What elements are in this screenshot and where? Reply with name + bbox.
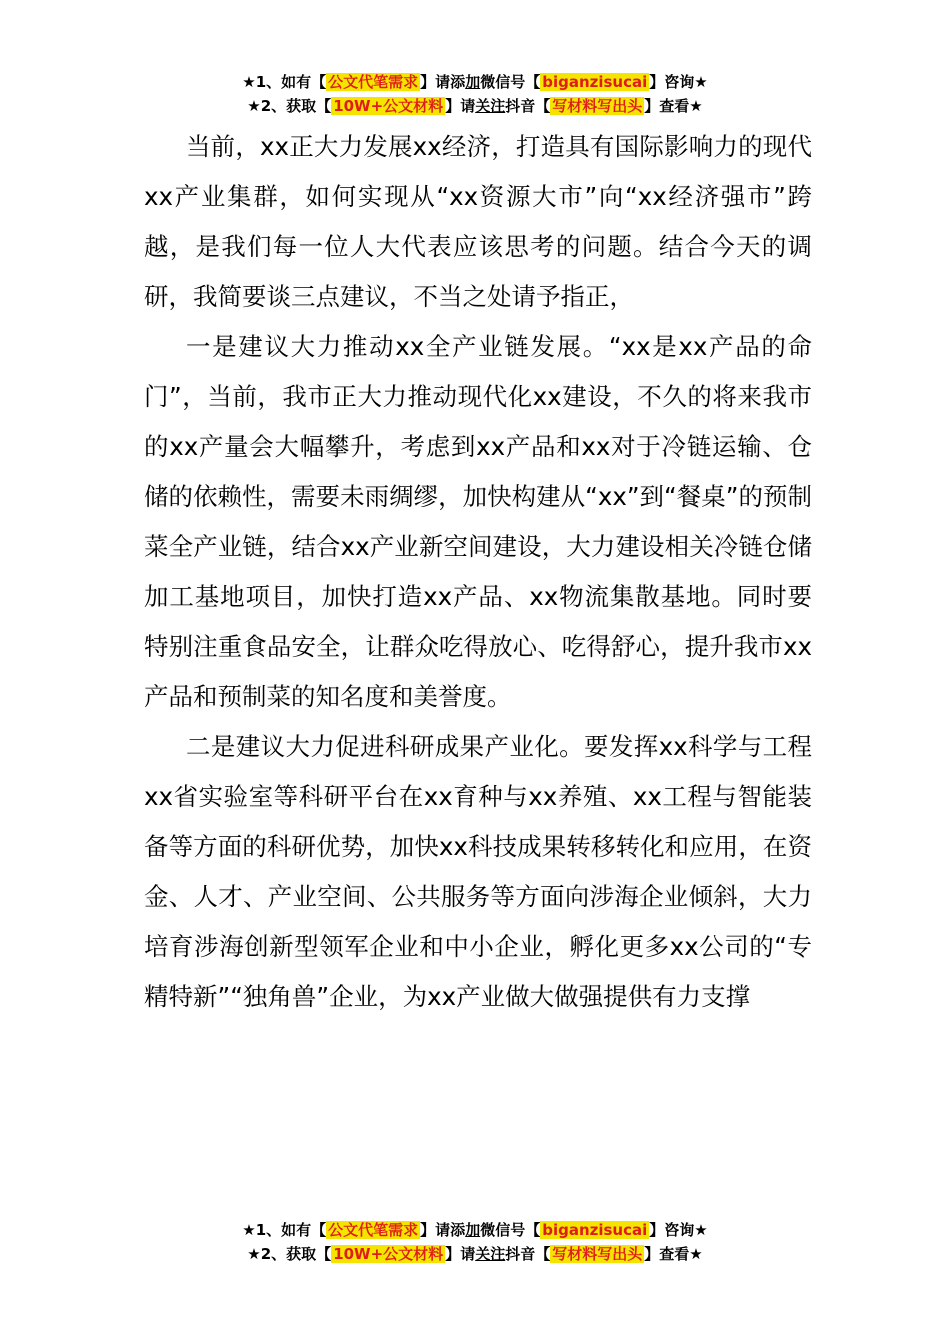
promo-line-2: ★2、获取【 10W+公文材料 】请关注抖音【 写材料写出头 】查看★ (247, 97, 703, 115)
highlight-materials: 10W+公文材料 (333, 1245, 444, 1263)
top-promo-banner (0, 70, 950, 118)
bottom-promo-banner (0, 1218, 950, 1266)
highlight-wechat-id: biganzisucai (542, 73, 648, 91)
highlight-douyin-id: 写材料写出头 (552, 1245, 643, 1263)
paragraph-suggestion-1: 一是建议大力推动xx全产业链发展。“xx是xx产品的命门”，当前，我市正大力推动现代化xx建设，不久的将来我市的xx产量会大幅攀升，考虑到xx产品和xx对于冷链运输、仓储的依赖性，需要未雨绸缪，加快构建从“xx”到“餐桌”的预制菜全产业链，结合xx产业新空间建设，大力建设相关冷链仓储加工基地项目，加快打造xx产品、xx物流集散基地。同时要特别注重食品安全，让群众吃得放心、吃得舒心，提升我市xx产品和预制菜的知名度和美誉度。 (144, 332, 812, 711)
paragraph-suggestion-2: 二是建议大力促进科研成果产业化。要发挥xx科学与工程xx省实验室等科研平台在xx育种与xx养殖、xx工程与智能装备等方面的科研优势，加快xx科技成果转移转化和应用，在资金、人才、产业空间、公共服务等方面向涉海企业倾斜，大力培育涉海创新型领军企业和中小企业，孵化更多xx公司的“专精特新”“独角兽”企业，为xx产业做大做强提供有力支撑 (144, 732, 812, 1011)
highlight-service: 公文代笔需求 (328, 1221, 419, 1239)
paragraph-intro: 当前，xx正大力发展xx经济，打造具有国际影响力的现代xx产业集群，如何实现从“xx资源大市”向“xx经济强市”跨越，是我们每一位人大代表应该思考的问题。结合今天的调研，我简要谈三点建议，不当之处请予指正， (144, 132, 812, 311)
promo-line-1: ★1、如有【 公文代笔需求 】请添加微信号【 biganzisucai 】咨询★ (242, 1221, 708, 1239)
highlight-materials: 10W+公文材料 (333, 97, 444, 115)
promo-line-2: ★2、获取【 10W+公文材料 】请关注抖音【 写材料写出头 】查看★ (247, 1245, 703, 1263)
highlight-douyin-id: 写材料写出头 (552, 97, 643, 115)
promo-line-1: ★1、如有【 公文代笔需求 】请添加微信号【 biganzisucai 】咨询★ (242, 73, 708, 91)
highlight-service: 公文代笔需求 (328, 73, 419, 91)
highlight-wechat-id: biganzisucai (542, 1221, 648, 1239)
document-body (144, 122, 812, 1022)
